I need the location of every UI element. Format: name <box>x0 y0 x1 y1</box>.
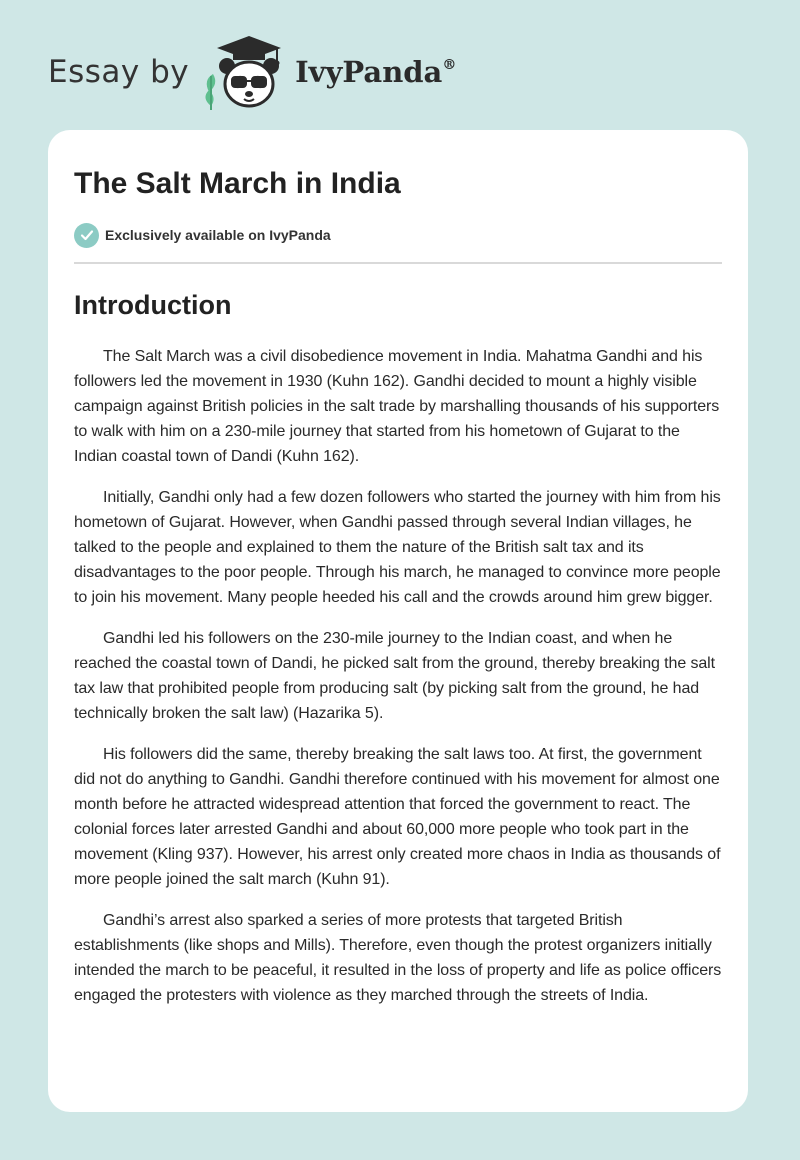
paragraph: Gandhi’s arrest also sparked a series of more protests that targeted British establishments (like shops and Mills). Therefore, even though the protest organizers initially intended the march to be peaceful, it resulted in the loss of property and life as police officers engaged the protesters with violence as they marched through the streets of India. <box>74 912 722 1004</box>
exclusive-badge <box>74 222 722 248</box>
panda-graduate-icon <box>199 32 291 112</box>
section-heading: Introduction <box>74 290 232 320</box>
brand-name[interactable]: IvyPanda® <box>295 55 457 89</box>
paragraph: Gandhi led his followers on the 230-mile journey to the Indian coast, and when he reached the coastal town of Dandi, he picked salt from the ground, thereby breaking the salt tax law that prohibited people from producing salt (by picking salt from the ground, he had technically broken the salt law) (Hazarika 5). <box>74 630 715 722</box>
paragraph: Initially, Gandhi only had a few dozen followers who started the journey with him from his hometown of Gujarat. However, when Gandhi passed through several Indian villages, he talked to the people and explained to them the nature of the British salt tax and its disadvantages to the poor people. Through his march, he managed to convince more people to join his movement. Many people heeded his call and the crowds around him grew bigger. <box>74 489 721 606</box>
site-header <box>48 32 548 112</box>
essay-body <box>74 344 722 1008</box>
essay-by-label: Essay by <box>48 54 190 90</box>
paragraph: His followers did the same, thereby breaking the salt laws too. At first, the government did not do anything to Gandhi. Gandhi therefore continued with his movement for almost one month before he attracted widespread attention that forced the government to react. The colonial forces later arrested Gandhi and about 60,000 more people who took part in the movement (Kling 937). However, his arrest only created more chaos in India as thousands of more people joined the salt march (Kuhn 91). <box>74 746 721 888</box>
exclusive-label: Exclusively available on IvyPanda <box>105 227 331 243</box>
page-title: The Salt March in India <box>74 167 401 200</box>
essay-card <box>48 130 748 1112</box>
registered-mark: ® <box>442 57 457 73</box>
paragraph: The Salt March was a civil disobedience movement in India. Mahatma Gandhi and his followers led the movement in 1930 (Kuhn 162). Gandhi decided to mount a highly visible campaign against British policies in the salt trade by marshalling thousands of his supporters to walk with him on a 230-mile journey that started from his hometown of Gujarat to the Indian coastal town of Dandi (Kuhn 162). <box>74 348 720 465</box>
divider <box>74 262 722 264</box>
check-icon <box>74 223 99 248</box>
